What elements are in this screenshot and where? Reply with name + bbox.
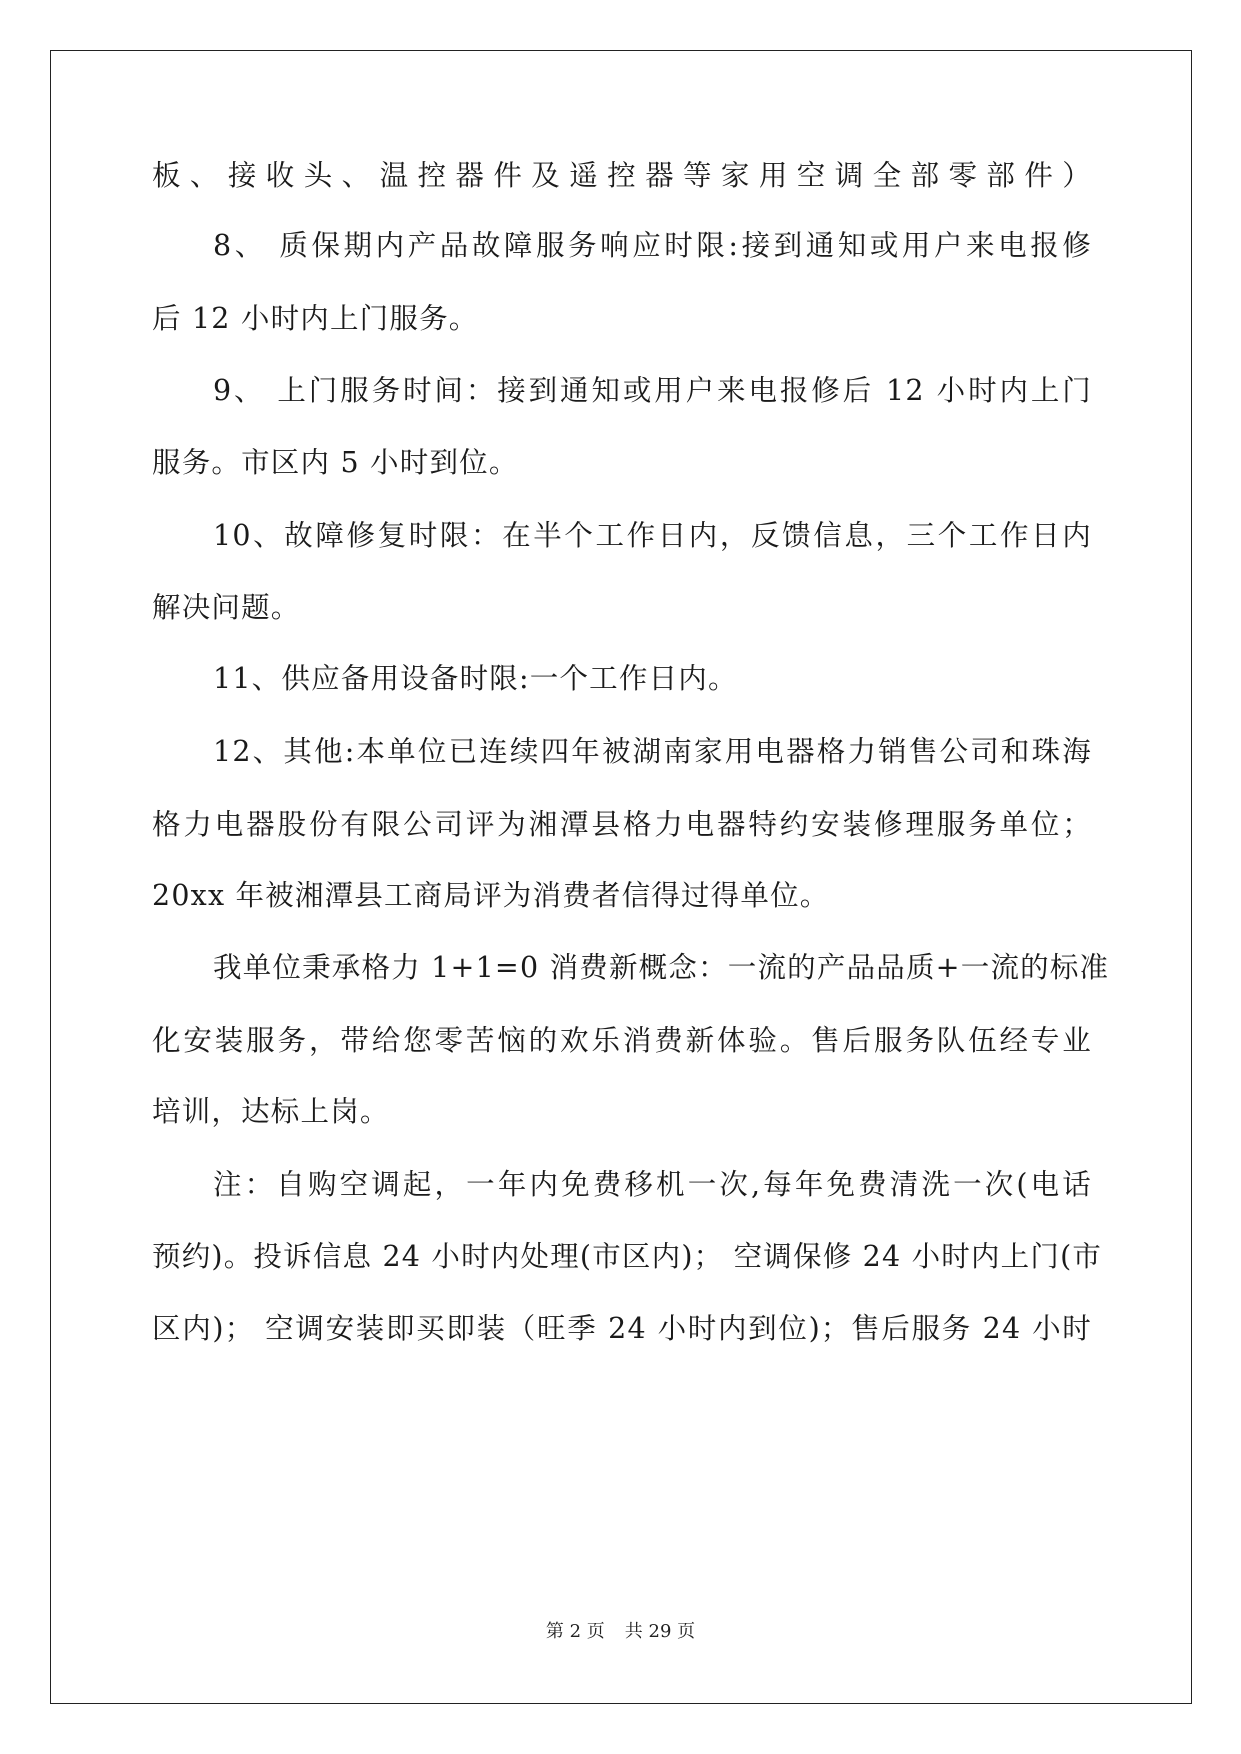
text-line: 8、 质保期内产品故障服务响应时限:接到通知或用户来电报修 — [213, 229, 1092, 262]
text-line: 培训，达标上岗。 — [152, 1095, 390, 1128]
text-line: 区内)； 空调安装即买即装（旺季 24 小时内到位)；售后服务 24 小时 — [152, 1312, 1092, 1345]
text-line: 服务。市区内 5 小时到位。 — [152, 446, 519, 479]
text-line: 注：自购空调起，一年内免费移机一次,每年免费清洗一次(电话 — [213, 1168, 1092, 1201]
page-total: 共 29 页 — [624, 1621, 696, 1642]
page-number: 第 2 页 — [545, 1621, 605, 1642]
text-line: 12、其他:本单位已连续四年被湖南家用电器格力销售公司和珠海 — [213, 735, 1092, 768]
text-line: 预约)。投诉信息 24 小时内处理(市区内)； 空调保修 24 小时内上门(市 — [152, 1240, 1103, 1273]
text-line: 20xx 年被湘潭县工商局评为消费者信得过得单位。 — [152, 879, 830, 912]
text-line: 我单位秉承格力 1+1=0 消费新概念：一流的产品品质+一流的标准 — [213, 951, 1110, 984]
text-line: 格力电器股份有限公司评为湘潭县格力电器特约安装修理服务单位； — [152, 808, 1092, 841]
text-line: 9、 上门服务时间：接到通知或用户来电报修后 12 小时内上门 — [213, 374, 1092, 407]
text-line: 解决问题。 — [152, 591, 301, 624]
text-line: 后 12 小时内上门服务。 — [152, 302, 479, 335]
text-line: 化安装服务，带给您零苦恼的欢乐消费新体验。售后服务队伍经专业 — [152, 1024, 1092, 1057]
text-line: 板、接收头、温控器件及遥控器等家用空调全部零部件） — [152, 159, 1092, 192]
text-line: 10、故障修复时限：在半个工作日内，反馈信息，三个工作日内 — [213, 519, 1092, 552]
page-footer — [0, 1620, 1241, 1644]
text-line: 11、供应备用设备时限:一个工作日内。 — [213, 662, 738, 695]
